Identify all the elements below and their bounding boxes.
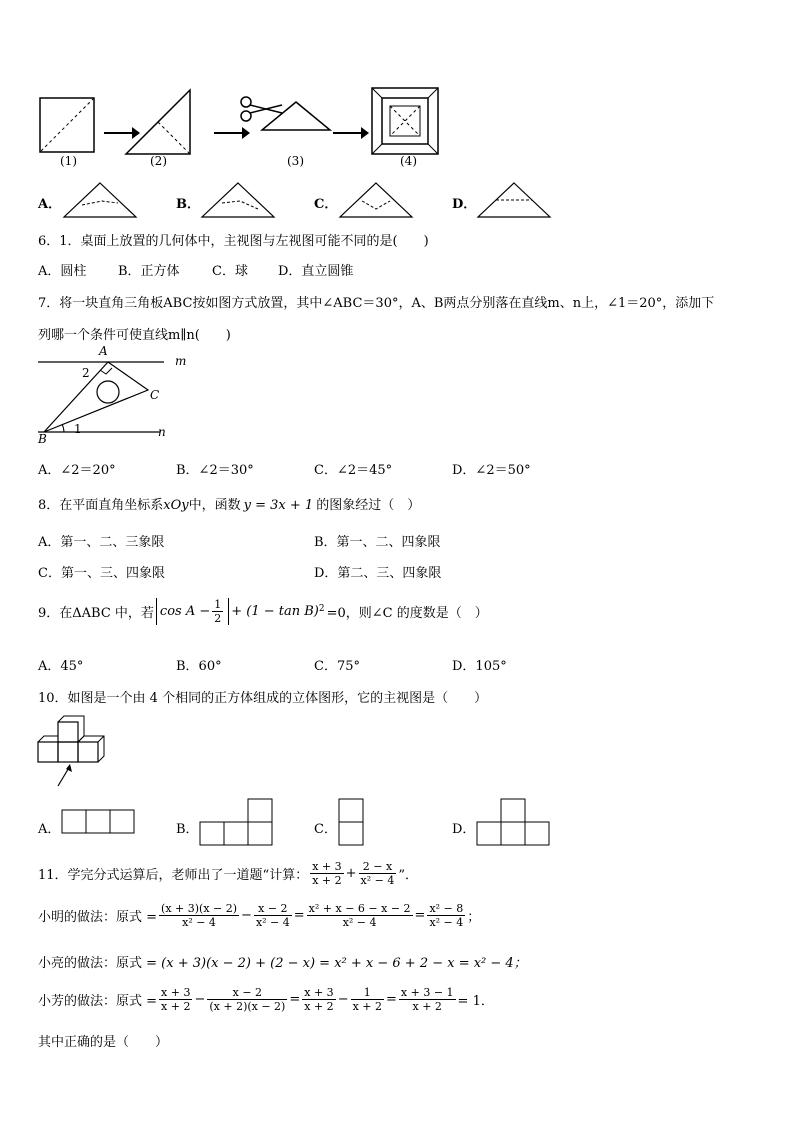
minus-sign: − (337, 992, 349, 1007)
step-label-4: (4) (400, 154, 417, 168)
q10-option-a-view (61, 809, 137, 835)
semicolon: ； (467, 910, 481, 925)
q9-abs-value (156, 598, 229, 625)
q9-tan-term: + (1 − tan B) (231, 604, 319, 619)
step-label-3: (3) (287, 154, 304, 168)
q6-option-b[interactable]: B．正方体 (118, 264, 180, 279)
q10-option-c-view (338, 798, 366, 848)
q10-option-d[interactable]: D． (452, 822, 476, 837)
q11-xiaoliang-method (38, 952, 527, 971)
q10-option-d-view (476, 798, 552, 848)
q7-option-c[interactable]: C．∠2＝45° (314, 463, 393, 478)
q7-label-1: 1 (74, 422, 82, 436)
q7-option-a[interactable]: A．∠2＝20° (38, 463, 116, 478)
q8-option-d[interactable]: D．第二、三、四象限 (314, 566, 442, 581)
q11-xm-frac-3 (307, 902, 413, 929)
q11-xf-result: = 1． (457, 994, 494, 1009)
q7-label-n: n (158, 425, 166, 439)
equals-sign: = (386, 992, 397, 1007)
q9-cos-term: cos A − (159, 604, 211, 619)
q7-label-2: 2 (82, 366, 90, 380)
step-label-2: (2) (150, 154, 167, 168)
q7-option-b[interactable]: B．∠2＝30° (176, 463, 254, 478)
q11-xiaofang-method (38, 986, 494, 1013)
step-label-1: (1) (60, 154, 77, 168)
q9-half-fraction (212, 598, 223, 625)
q10-cube-figure (36, 716, 106, 792)
q11-f2-den: x² − 4 (360, 874, 395, 887)
q5-option-b[interactable]: B． (176, 197, 200, 212)
q11-xiaoliang-label: 小亮的做法：原式 = (38, 956, 158, 971)
fold-step-1 (38, 96, 98, 156)
q6-option-c[interactable]: C．球 (212, 264, 248, 279)
arrow-icon (214, 126, 250, 140)
q11-xm-frac-2 (254, 902, 292, 929)
q7-stem-line1: 7．将一块直角三角板ABC按如图方式放置，其中∠ABC＝30°，A、B两点分别落在直线m、n上，∠1＝20°，添加下 (38, 296, 715, 311)
minus-sign: − (194, 992, 206, 1007)
q10-option-a[interactable]: A． (38, 822, 61, 837)
q6-option-a[interactable]: A．圆柱 (38, 264, 87, 279)
q11-xm-f3-den: x² − 4 (342, 916, 377, 929)
q11-f1-den: x + 2 (312, 874, 342, 887)
q8-stem-suffix: 的图象经过（ ） (316, 498, 421, 513)
q11-xf-frac-3 (302, 986, 335, 1013)
q5-option-c-shape (338, 181, 414, 219)
q11-xf-f4-den: x + 2 (352, 1000, 383, 1013)
q8-option-c[interactable]: C．第一、三、四象限 (38, 566, 165, 581)
q11-xf-frac-1 (159, 986, 192, 1013)
q10-option-b[interactable]: B． (176, 822, 199, 837)
q11-xf-frac-4 (351, 986, 384, 1013)
q10-option-b-view (199, 798, 275, 848)
q9-stem-prefix: 9．在ΔABC 中，若 (38, 606, 154, 621)
q5-option-d-shape (476, 181, 552, 219)
q11-xm-f2-den: x² − 4 (255, 916, 290, 929)
q11-xf-f5-den: x + 2 (412, 1000, 442, 1013)
q9-option-c[interactable]: C．75° (314, 659, 360, 674)
equals-sign: = (289, 992, 301, 1007)
equals-sign: = (414, 908, 426, 923)
q7-label-c: C (150, 388, 160, 402)
q7-option-d[interactable]: D．∠2＝50° (452, 463, 531, 478)
q11-f2-num: 2 − x (359, 860, 397, 874)
q11-stem (38, 860, 418, 887)
q11-xf-f4-num: 1 (351, 986, 384, 1000)
q8-option-b[interactable]: B．第一、二、四象限 (314, 535, 441, 550)
q11-xm-f1-den: x² − 4 (182, 916, 216, 929)
arrow-icon (333, 126, 369, 140)
q11-question: 其中正确的是（ ） (38, 1035, 169, 1050)
q11-xf-f5-num: x + 3 − 1 (400, 986, 454, 999)
q5-option-c[interactable]: C． (314, 197, 338, 212)
q11-xf-f1-num: x + 3 (161, 986, 191, 999)
q5-option-b-shape (200, 181, 276, 219)
q9-power: 2 (318, 604, 325, 614)
q11-stem-suffix: ”． (398, 868, 419, 883)
q9-frac-num: 1 (214, 598, 222, 611)
q11-stem-prefix: 11．学完分式运算后，老师出了一道题“计算： (38, 868, 309, 883)
q5-option-a-shape (62, 181, 138, 219)
q8-stem (38, 494, 420, 513)
q11-xm-frac-4 (427, 902, 465, 929)
q11-xf-frac-2 (207, 986, 287, 1013)
fold-step-3 (258, 100, 334, 134)
fold-step-4 (370, 86, 440, 156)
q9-stem (38, 598, 488, 625)
q11-xiaofang-label: 小芳的做法：原式 = (38, 994, 158, 1009)
q11-xm-f1-num: (x + 3)(x − 2) (161, 902, 238, 915)
q11-xm-frac-1 (159, 902, 239, 929)
q11-xf-f2-num: x − 2 (207, 986, 287, 1000)
q8-function: y = 3x + 1 (243, 498, 314, 513)
q9-option-d[interactable]: D．105° (452, 659, 507, 674)
q8-stem-mid: 中，函数 (188, 498, 241, 513)
q9-option-a[interactable]: A．45° (38, 659, 84, 674)
minus-sign: − (241, 908, 252, 923)
q10-stem: 10．如图是一个由 4 个相同的正方体组成的立体图形，它的主视图是（ ） (38, 691, 488, 706)
q11-f1-num: x + 3 (312, 860, 342, 873)
plus-sign: + (345, 866, 357, 881)
q6-option-d[interactable]: D．直立圆锥 (278, 264, 354, 279)
q7-label-m: m (175, 354, 187, 368)
q11-xf-f3-den: x + 2 (304, 1000, 334, 1013)
q11-xm-f4-num: x² − 8 (429, 902, 464, 915)
q11-xiaoming-label: 小明的做法：原式 = (38, 910, 158, 925)
q11-fraction-2 (359, 860, 397, 887)
q11-fraction-1 (310, 860, 343, 887)
q9-option-b[interactable]: B．60° (176, 659, 222, 674)
q8-coord-system: xOy (163, 498, 189, 513)
q11-xf-f1-den: x + 2 (161, 1000, 191, 1013)
q11-xiaoliang-expr: (x + 3)(x − 2) + (2 − x) = x² + x − 6 + 2 − x = x² − 4； (161, 956, 527, 971)
q11-xm-f3-num: x² + x − 6 − x − 2 (308, 902, 411, 915)
q11-xf-f2-den: (x + 2)(x − 2) (209, 1000, 286, 1013)
equals-sign: = (293, 908, 305, 923)
q6-stem: 6．1．桌面上放置的几何体中，主视图与左视图可能不同的是( ) (38, 234, 429, 249)
q9-stem-suffix: =0，则∠C 的度数是（ ） (326, 606, 488, 621)
q11-xm-f2-num: x − 2 (254, 902, 292, 916)
q11-xf-frac-5 (399, 986, 456, 1013)
q11-xf-f3-num: x + 3 (304, 986, 334, 999)
q11-xiaoming-method (38, 902, 480, 929)
q7-label-b: B (38, 432, 47, 446)
q7-label-a: A (99, 344, 108, 358)
q9-frac-den: 2 (214, 612, 222, 625)
q11-xm-f4-den: x² − 4 (429, 916, 464, 929)
q10-option-c[interactable]: C． (314, 822, 337, 837)
q5-option-a[interactable]: A． (38, 197, 62, 212)
q7-triangle-figure (36, 346, 196, 446)
q8-option-a[interactable]: A．第一、二、三象限 (38, 535, 165, 550)
q5-option-d[interactable]: D． (452, 197, 477, 212)
q8-stem-prefix: 8．在平面直角坐标系 (38, 498, 164, 513)
fold-step-2 (124, 88, 196, 158)
q7-stem-line2: 列哪一个条件可使直线m∥n( ) (38, 328, 231, 343)
